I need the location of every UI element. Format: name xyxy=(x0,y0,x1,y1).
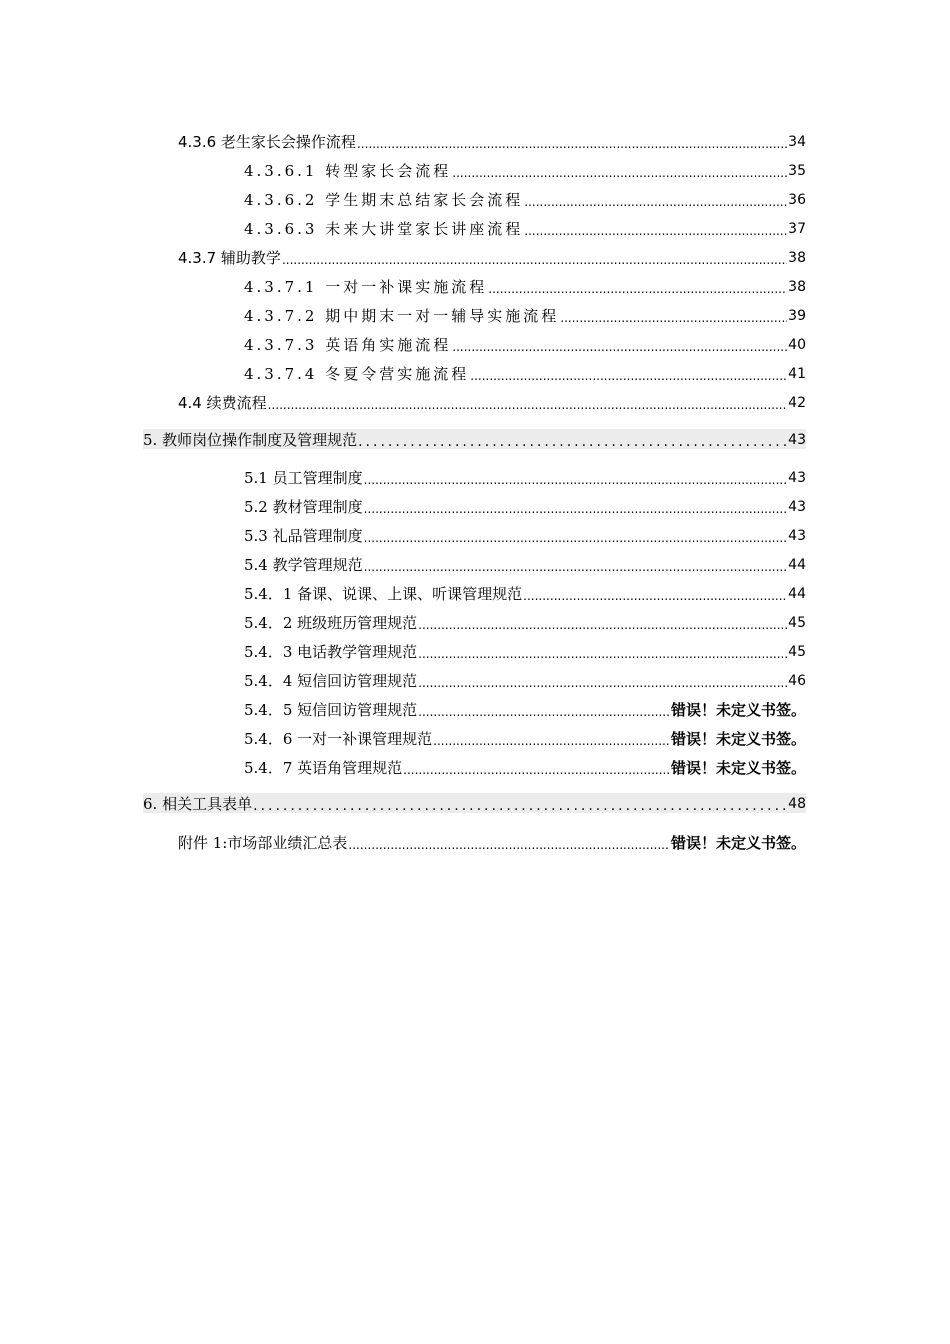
toc-entry-5-4-6[interactable] xyxy=(244,728,806,748)
toc-entry-5-1[interactable] xyxy=(244,467,806,487)
toc-entry-4-3-7-1[interactable] xyxy=(244,276,806,296)
toc-page-number: 40 xyxy=(788,337,806,353)
toc-entry-label: 4.3.6 老生家长会操作流程 xyxy=(178,133,356,151)
toc-page-number: 41 xyxy=(788,366,806,382)
toc-page-number: 38 xyxy=(788,279,806,295)
toc-dot-leader xyxy=(348,838,670,852)
toc-dot-leader xyxy=(418,676,787,690)
toc-entry-attachment-1[interactable] xyxy=(178,832,806,852)
toc-entry-label: 4.3.7.2 期中期末一对一辅导实施流程 xyxy=(244,307,560,325)
toc-dot-leader xyxy=(364,473,788,487)
toc-page-number: 39 xyxy=(788,308,806,324)
toc-entry-5-4-1[interactable] xyxy=(244,583,806,603)
toc-page-number: 43 xyxy=(788,528,806,544)
toc-dot-leader xyxy=(452,340,787,354)
toc-entry-label: 4.3.7.3 英语角实施流程 xyxy=(244,336,452,354)
toc-entry-4-3-7-3[interactable] xyxy=(244,334,806,354)
toc-entry-label: 4.3.7.1 一对一补课实施流程 xyxy=(244,278,488,296)
toc-entry-4-4[interactable] xyxy=(178,392,806,412)
toc-page-number: 38 xyxy=(788,250,806,266)
toc-dot-leader xyxy=(268,398,788,412)
toc-page-number: 45 xyxy=(788,644,806,660)
toc-page-number: 44 xyxy=(788,586,806,602)
toc-entry-label: 6. 相关工具表单 xyxy=(143,795,253,813)
toc-entry-label: 4.3.6.1 转型家长会流程 xyxy=(244,162,452,180)
toc-entry-label: 4.3.6.2 学生期末总结家长会流程 xyxy=(244,191,524,209)
toc-dot-leader xyxy=(418,618,787,632)
toc-entry-4-3-7-4[interactable] xyxy=(244,363,806,383)
toc-entry-label: 5.3 礼品管理制度 xyxy=(244,527,363,545)
toc-page-number: 45 xyxy=(788,615,806,631)
toc-dot-leader xyxy=(364,502,788,516)
toc-entry-4-3-7-2[interactable] xyxy=(244,305,806,325)
toc-dot-leader xyxy=(433,734,670,748)
toc-entry-label: 5.4 教学管理规范 xyxy=(244,556,363,574)
toc-entry-5-4-2[interactable] xyxy=(244,612,806,632)
toc-dot-leader xyxy=(560,311,787,325)
toc-page-number: 43 xyxy=(788,499,806,515)
toc-dot-leader xyxy=(364,531,788,545)
toc-page-number: 36 xyxy=(788,192,806,208)
toc-dot-leader xyxy=(418,705,670,719)
toc-dot-leader xyxy=(253,799,787,813)
toc-page-number: 43 xyxy=(788,432,806,448)
toc-dot-leader xyxy=(470,369,787,383)
toc-dot-leader xyxy=(524,224,787,238)
toc-entry-5-3[interactable] xyxy=(244,525,806,545)
toc-entry-4-3-6-3[interactable] xyxy=(244,218,806,238)
toc-page-error: 错误！未定义书签。 xyxy=(670,701,806,719)
toc-page-number: 35 xyxy=(788,163,806,179)
toc-dot-leader xyxy=(524,195,787,209)
toc-page-number: 37 xyxy=(788,221,806,237)
toc-page-number: 42 xyxy=(788,395,806,411)
toc-page-number: 34 xyxy=(788,134,806,150)
toc-entry-5-2[interactable] xyxy=(244,496,806,516)
toc-entry-5-4[interactable] xyxy=(244,554,806,574)
toc-dot-leader xyxy=(523,589,787,603)
toc-page-error: 错误！未定义书签。 xyxy=(670,730,806,748)
toc-page-error: 错误！未定义书签。 xyxy=(670,834,806,852)
toc-entry-label: 5.4．2 班级班历管理规范 xyxy=(244,614,418,632)
toc-dot-leader xyxy=(403,763,670,777)
toc-dot-leader xyxy=(452,166,787,180)
toc-entry-label: 4.3.6.3 未来大讲堂家长讲座流程 xyxy=(244,220,524,238)
toc-entry-label: 附件 1:市场部业绩汇总表 xyxy=(178,834,348,852)
toc-dot-leader xyxy=(418,647,787,661)
toc-entry-5-4-3[interactable] xyxy=(244,641,806,661)
toc-entry-5-4-5[interactable] xyxy=(244,699,806,719)
toc-entry-4-3-7[interactable] xyxy=(178,247,806,267)
toc-entry-4-3-6-2[interactable] xyxy=(244,189,806,209)
toc-entry-label: 4.3.7.4 冬夏令营实施流程 xyxy=(244,365,470,383)
toc-entry-5-4-4[interactable] xyxy=(244,670,806,690)
toc-entry-label: 5. 教师岗位操作制度及管理规范 xyxy=(143,431,358,449)
toc-dot-leader xyxy=(357,137,787,151)
toc-entry-label: 5.4．1 备课、说课、上课、听课管理规范 xyxy=(244,585,523,603)
toc-entry-label: 5.2 教材管理制度 xyxy=(244,498,363,516)
toc-entry-label: 5.4．3 电话教学管理规范 xyxy=(244,643,418,661)
toc-page-number: 43 xyxy=(788,470,806,486)
toc-entry-label: 5.4．7 英语角管理规范 xyxy=(244,759,403,777)
toc-entry-4-3-6[interactable] xyxy=(178,131,806,151)
toc-dot-leader xyxy=(282,253,787,267)
toc-entry-5-4-7[interactable] xyxy=(244,757,806,777)
toc-entry-label: 5.1 员工管理制度 xyxy=(244,469,363,487)
toc-dot-leader xyxy=(488,282,787,296)
toc-section-5[interactable] xyxy=(143,429,806,449)
toc-entry-label: 4.4 续费流程 xyxy=(178,394,267,412)
toc-entry-label: 5.4．4 短信回访管理规范 xyxy=(244,672,418,690)
toc-entry-label: 4.3.7 辅助教学 xyxy=(178,249,281,267)
toc-dot-leader xyxy=(364,560,788,574)
toc-page-number: 44 xyxy=(788,557,806,573)
toc-section-6[interactable] xyxy=(143,793,806,813)
toc-dot-leader xyxy=(358,435,787,449)
toc-page-number: 46 xyxy=(788,673,806,689)
toc-entry-4-3-6-1[interactable] xyxy=(244,160,806,180)
toc-entry-label: 5.4．6 一对一补课管理规范 xyxy=(244,730,433,748)
toc-entry-label: 5.4．5 短信回访管理规范 xyxy=(244,701,418,719)
toc-page-error: 错误！未定义书签。 xyxy=(670,759,806,777)
toc-page-number: 48 xyxy=(788,796,806,812)
